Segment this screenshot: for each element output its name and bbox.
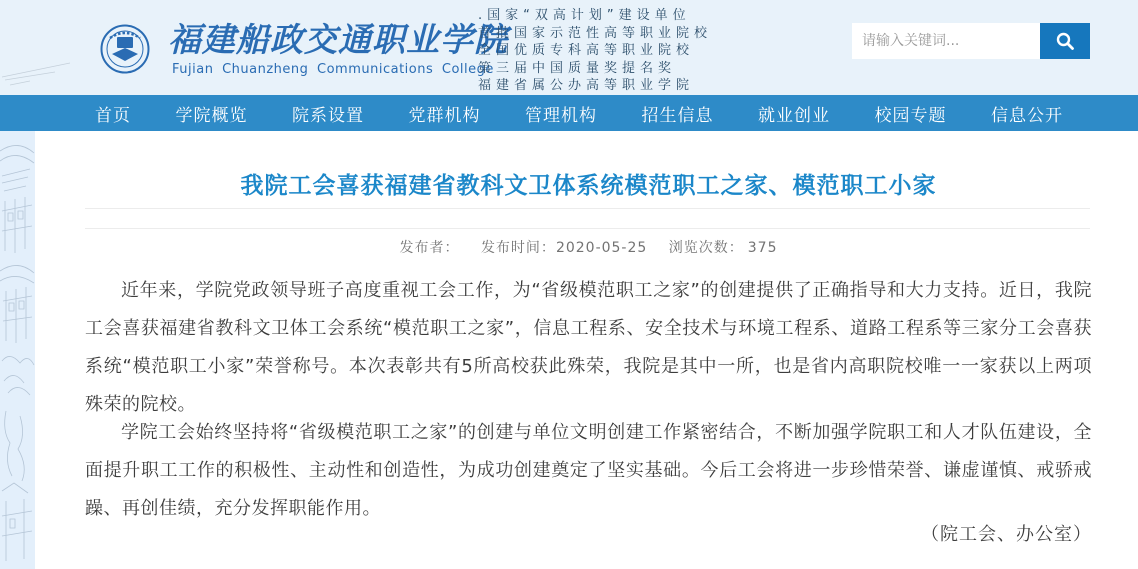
- honor-item: .国家“双高计划”建设单位: [478, 8, 691, 23]
- nav-inner: [95, 95, 1063, 131]
- article-meta: [85, 237, 1092, 257]
- article-signature: （院工会、办公室）: [921, 524, 1092, 545]
- views-label: 浏览次数：: [668, 240, 744, 256]
- college-seal-icon: [100, 24, 150, 74]
- site-header: [0, 0, 1138, 95]
- nav-item-info-disclosure[interactable]: 信息公开: [991, 105, 1063, 126]
- honor-list: [478, 7, 712, 95]
- publish-time-label: 发布时间：: [480, 240, 556, 256]
- college-logo[interactable]: [100, 22, 508, 77]
- nav-item-employment[interactable]: 就业创业: [758, 105, 830, 126]
- article-title: 我院工会喜获福建省教科文卫体系统模范职工之家、模范职工小家: [240, 173, 937, 199]
- decorative-sidebar: [0, 131, 35, 569]
- search-button[interactable]: [1040, 23, 1090, 59]
- divider: [85, 208, 1090, 209]
- nav-item-admin-organs[interactable]: 管理机构: [525, 105, 597, 126]
- sketch-art-header: [0, 45, 80, 90]
- nav-item-campus-topics[interactable]: 校园专题: [874, 105, 947, 126]
- honor-item: 福建省属公办高等职业学院: [478, 78, 695, 93]
- article-paragraph: 近年来，学院党政领导班子高度重视工会工作，为“省级模范职工之家”的创建提供了正确指导和大力支持。近日，我院工会喜获福建省教科文卫体工会系统“模范职工之家”，信息工程系、安全技术与环境工程系、道路工程系等三家分工会喜获系统“模范职工小家”荣誉称号。本次表彰共有5所高校获此殊荣，我院是其中一所，也是省内高职院校唯一一家获以上两项殊荣的院校。: [85, 280, 1092, 415]
- college-name-en: Fujian Chuanzheng Communications College: [172, 62, 494, 77]
- college-name-cn: 福建船政交通职业学院: [168, 20, 508, 59]
- divider: [85, 228, 1090, 229]
- nav-item-departments[interactable]: 院系设置: [292, 105, 364, 126]
- nav-item-overview[interactable]: 学院概览: [175, 105, 248, 126]
- search-input[interactable]: [852, 23, 1040, 59]
- nav-item-home[interactable]: 首页: [95, 105, 131, 126]
- views-value: 375: [747, 240, 778, 256]
- article-paragraph: 学院工会始终坚持将“省级模范职工之家”的创建与单位文明创建工作紧密结合，不断加强学院职工和人才队伍建设，全面提升职工工作的积极性、主动性和创造性，为成功创建奠定了坚实基础。今后工会将进一步珍惜荣誉、谦虚谨慎、戒骄戒躁、再创佳绩，充分发挥职能作用。: [85, 422, 1092, 519]
- honor-item: 首批国家示范性高等职业院校: [478, 25, 713, 41]
- honor-item: 全国优质专科高等职业院校: [478, 43, 695, 58]
- sketch-art: [0, 131, 35, 569]
- college-name: [168, 22, 508, 77]
- search-icon: [1055, 31, 1075, 51]
- publish-time-value: 2020-05-25: [555, 240, 648, 256]
- honor-item: 第三届中国质量奖提名奖: [478, 60, 677, 76]
- publisher-label: 发布者：: [399, 240, 460, 256]
- main-nav: [0, 95, 1138, 131]
- nav-item-party-organs[interactable]: 党群机构: [408, 105, 481, 126]
- nav-item-admissions[interactable]: 招生信息: [641, 105, 714, 126]
- site-search: [852, 23, 1090, 59]
